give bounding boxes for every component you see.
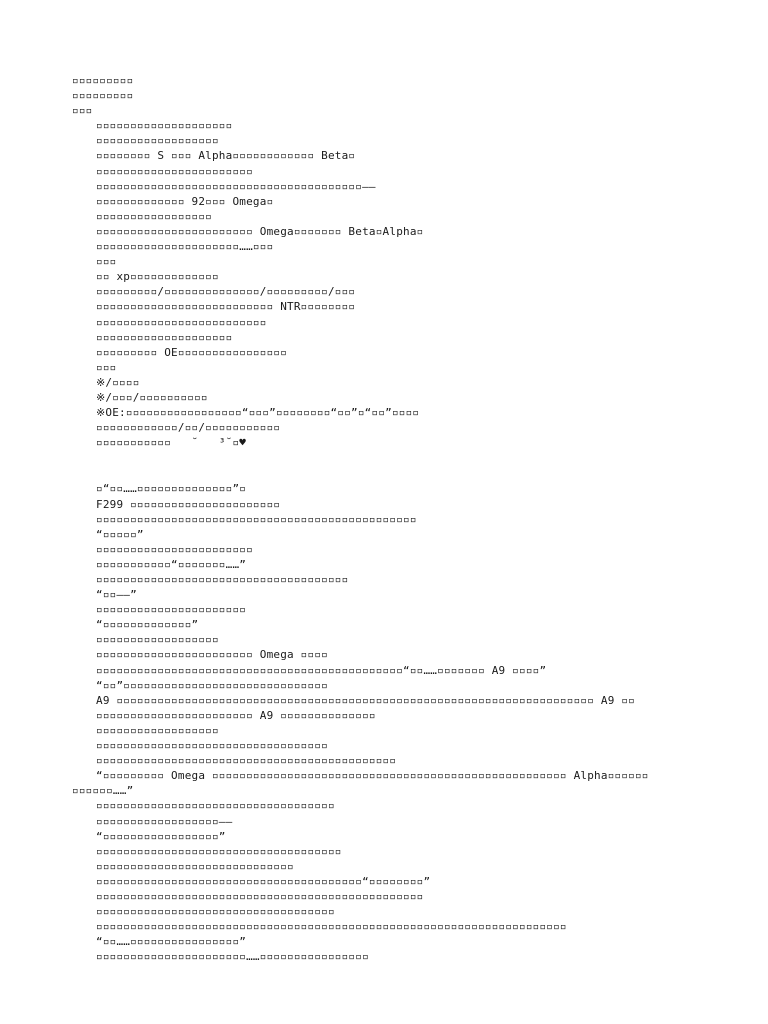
paragraph-line: ▫▫▫▫▫▫▫▫▫▫▫▫▫▫▫▫▫▫▫▫▫▫▫▫▫▫▫▫▫▫▫▫▫▫▫▫▫▫▫“▫▫▫▫▫▫▫▫”	[96, 874, 431, 888]
intro-line: ▫▫▫	[96, 360, 117, 374]
paragraph-line: ▫▫▫▫▫▫▫▫▫▫▫▫▫▫▫▫▫▫▫▫▫▫▫▫▫▫▫▫▫▫▫▫▫▫▫▫▫▫▫▫▫▫▫▫▫“▫▫……▫▫▫▫▫▫▫ A9 ▫▫▫▫”	[96, 663, 547, 677]
intro-line: ▫▫▫▫▫▫▫▫▫▫▫▫▫▫▫▫▫▫▫▫	[96, 119, 233, 133]
paragraph-line: ▫▫▫▫▫▫▫▫▫▫▫“▫▫▫▫▫▫▫……”	[96, 557, 247, 571]
intro-line: ※/▫▫▫/▫▫▫▫▫▫▫▫▫▫	[96, 390, 208, 404]
intro-line: ▫▫▫▫▫▫▫▫ S ▫▫▫ Alpha▫▫▫▫▫▫▫▫▫▫▫▫ Beta▫	[96, 149, 356, 163]
paragraph-line: “▫▫”▫▫▫▫▫▫▫▫▫▫▫▫▫▫▫▫▫▫▫▫▫▫▫▫▫▫▫▫▫▫	[96, 678, 328, 692]
header-line: ▫▫▫▫▫▫▫▫▫	[72, 74, 134, 87]
intro-line: ※/▫▫▫▫	[96, 375, 140, 389]
paragraph-line: ▫▫▫▫▫▫▫▫▫▫▫▫▫▫▫▫▫▫▫▫▫▫▫▫▫▫▫▫▫▫▫▫▫▫	[96, 739, 328, 753]
paragraph-line: F299 ▫▫▫▫▫▫▫▫▫▫▫▫▫▫▫▫▫▫▫▫▫▫	[96, 497, 281, 511]
intro-line: ▫▫▫▫▫▫▫▫▫▫▫▫▫▫▫▫▫▫▫▫▫▫▫ Omega▫▫▫▫▫▫▫ Beta▫Alpha▫	[96, 224, 424, 238]
paragraph-line: ▫▫▫▫▫▫▫▫▫▫▫▫▫▫▫▫▫▫▫▫▫▫▫▫▫▫▫▫▫	[96, 859, 294, 873]
intro-line: ※OE:▫▫▫▫▫▫▫▫▫▫▫▫▫▫▫▫▫“▫▫▫”▫▫▫▫▫▫▫▫“▫▫”▫“▫▫”▫▫▫▫	[96, 406, 420, 420]
intro-line: ▫▫▫▫▫▫▫▫▫▫▫▫/▫▫/▫▫▫▫▫▫▫▫▫▫▫	[96, 421, 281, 435]
paragraph-line: ▫▫▫▫▫▫▫▫▫▫▫▫▫▫▫▫▫▫▫▫▫▫▫▫▫▫▫▫▫▫▫▫▫▫▫▫▫▫▫▫▫▫▫▫▫▫▫	[96, 512, 417, 526]
intro-line: ▫▫▫	[96, 255, 117, 269]
paragraph-line: ▫▫▫▫▫▫▫▫▫▫▫▫▫▫▫▫▫▫▫▫▫▫▫▫▫▫▫▫▫▫▫▫▫▫▫	[96, 905, 335, 919]
paragraph-line: ▫▫▫▫▫▫▫▫▫▫▫▫▫▫▫▫▫▫	[96, 723, 219, 737]
paragraph-line: ▫▫▫▫▫▫▫▫▫▫▫▫▫▫▫▫▫▫▫▫▫▫▫▫▫▫▫▫▫▫▫▫▫▫▫▫▫▫▫▫▫▫▫▫▫▫▫▫	[96, 889, 424, 903]
paragraph-line: ▫▫▫▫▫▫……”	[72, 784, 134, 798]
paragraph-line: ▫▫▫▫▫▫▫▫▫▫▫▫▫▫▫▫▫▫▫▫▫▫▫ Omega ▫▫▫▫	[96, 648, 328, 662]
paragraph-line: A9 ▫▫▫▫▫▫▫▫▫▫▫▫▫▫▫▫▫▫▫▫▫▫▫▫▫▫▫▫▫▫▫▫▫▫▫▫▫▫▫▫▫▫▫▫▫▫▫▫▫▫▫▫▫▫▫▫▫▫▫▫▫▫▫▫▫▫▫▫▫▫ A9 ▫▫	[96, 693, 635, 707]
paragraph-line: ▫▫▫▫▫▫▫▫▫▫▫▫▫▫▫▫▫▫▫▫▫▫▫▫▫▫▫▫▫▫▫▫▫▫▫	[96, 799, 335, 813]
paragraph-line: ▫▫▫▫▫▫▫▫▫▫▫▫▫▫▫▫▫▫▫▫▫▫▫	[96, 542, 253, 556]
header-line: ▫▫▫	[72, 104, 93, 118]
paragraph-line: “▫▫——”	[96, 588, 137, 602]
intro-line: ▫▫▫▫▫▫▫▫▫▫▫▫▫▫▫▫▫	[96, 209, 212, 223]
paragraph-line: “▫▫……▫▫▫▫▫▫▫▫▫▫▫▫▫▫▫▫”	[96, 935, 247, 949]
intro-line: ▫▫▫▫▫▫▫▫▫▫▫▫▫▫▫▫▫▫▫▫▫▫▫▫▫▫▫▫▫▫▫▫▫▫▫▫▫▫▫——	[96, 179, 376, 193]
paragraph-line: ▫▫▫▫▫▫▫▫▫▫▫▫▫▫▫▫▫▫▫▫▫▫▫ A9 ▫▫▫▫▫▫▫▫▫▫▫▫▫▫	[96, 708, 376, 722]
paragraph-line: ▫▫▫▫▫▫▫▫▫▫▫▫▫▫▫▫▫▫▫▫▫▫▫▫▫▫▫▫▫▫▫▫▫▫▫▫▫	[96, 573, 349, 586]
paragraph-line: “▫▫▫▫▫▫▫▫▫▫▫▫▫▫▫▫▫”	[96, 829, 226, 843]
paragraph-line: “▫▫▫▫▫▫▫▫▫▫▫▫▫”	[96, 618, 199, 632]
intro-line: ▫▫▫▫▫▫▫▫▫/▫▫▫▫▫▫▫▫▫▫▫▫▫▫/▫▫▫▫▫▫▫▫▫/▫▫▫	[96, 285, 356, 299]
intro-block	[0, 118, 768, 450]
intro-line: ▫▫▫▫▫▫▫▫▫▫▫▫▫▫▫▫▫▫▫▫	[96, 330, 233, 344]
paragraph-line: “▫▫▫▫▫▫▫▫▫ Omega ▫▫▫▫▫▫▫▫▫▫▫▫▫▫▫▫▫▫▫▫▫▫▫▫▫▫▫▫▫▫▫▫▫▫▫▫▫▫▫▫▫▫▫▫▫▫▫▫▫▫▫▫ Alpha▫▫▫▫▫▫	[96, 769, 649, 783]
intro-line: ▫▫▫▫▫▫▫▫▫▫▫▫▫ 92▫▫▫ Omega▫	[96, 194, 274, 208]
body-block	[0, 481, 768, 964]
header-block	[0, 73, 768, 118]
paragraph-line: “▫▫▫▫▫”	[96, 527, 144, 541]
paragraph-line: ▫“▫▫……▫▫▫▫▫▫▫▫▫▫▫▫▫▫”▫	[96, 482, 247, 496]
paragraph-line: ▫▫▫▫▫▫▫▫▫▫▫▫▫▫▫▫▫▫	[96, 633, 219, 647]
paragraph-line: ▫▫▫▫▫▫▫▫▫▫▫▫▫▫▫▫▫▫▫▫▫▫▫▫▫▫▫▫▫▫▫▫▫▫▫▫	[96, 844, 342, 858]
intro-line: ▫▫▫▫▫▫▫▫▫ OE▫▫▫▫▫▫▫▫▫▫▫▫▫▫▫▫	[96, 345, 288, 359]
intro-line: ▫▫▫▫▫▫▫▫▫▫▫▫▫▫▫▫▫▫▫▫▫……▫▫▫	[96, 240, 274, 254]
chapter-heading	[0, 466, 768, 481]
section-spacer	[0, 450, 768, 466]
intro-line: ▫▫▫▫▫▫▫▫▫▫▫▫▫▫▫▫▫▫	[96, 134, 219, 148]
paragraph-line: ▫▫▫▫▫▫▫▫▫▫▫▫▫▫▫▫▫▫▫▫▫▫▫▫▫▫▫▫▫▫▫▫▫▫▫▫▫▫▫▫▫▫▫▫▫▫▫▫▫▫▫▫▫▫▫▫▫▫▫▫▫▫▫▫▫▫▫▫▫	[96, 920, 567, 934]
paragraph-line: ▫▫▫▫▫▫▫▫▫▫▫▫▫▫▫▫▫▫▫▫▫▫	[96, 603, 247, 617]
paragraph-line: ▫▫▫▫▫▫▫▫▫▫▫▫▫▫▫▫▫▫▫▫▫▫……▫▫▫▫▫▫▫▫▫▫▫▫▫▫▫▫	[96, 950, 369, 964]
intro-line: ▫▫▫▫▫▫▫▫▫▫▫ ˘ ³˘▫♥	[96, 436, 247, 450]
intro-line: ▫▫▫▫▫▫▫▫▫▫▫▫▫▫▫▫▫▫▫▫▫▫▫	[96, 164, 253, 178]
paragraph-line: ▫▫▫▫▫▫▫▫▫▫▫▫▫▫▫▫▫▫——	[96, 814, 233, 828]
paragraph-line: ▫▫▫▫▫▫▫▫▫▫▫▫▫▫▫▫▫▫▫▫▫▫▫▫▫▫▫▫▫▫▫▫▫▫▫▫▫▫▫▫▫▫▫▫	[96, 754, 397, 768]
intro-line: ▫▫▫▫▫▫▫▫▫▫▫▫▫▫▫▫▫▫▫▫▫▫▫▫▫▫ NTR▫▫▫▫▫▫▫▫	[96, 300, 356, 314]
header-line: ▫▫▫▫▫▫▫▫▫	[72, 89, 134, 103]
intro-line: ▫▫▫▫▫▫▫▫▫▫▫▫▫▫▫▫▫▫▫▫▫▫▫▫▫	[96, 315, 267, 329]
intro-line: ▫▫ xp▫▫▫▫▫▫▫▫▫▫▫▫▫	[96, 270, 219, 284]
